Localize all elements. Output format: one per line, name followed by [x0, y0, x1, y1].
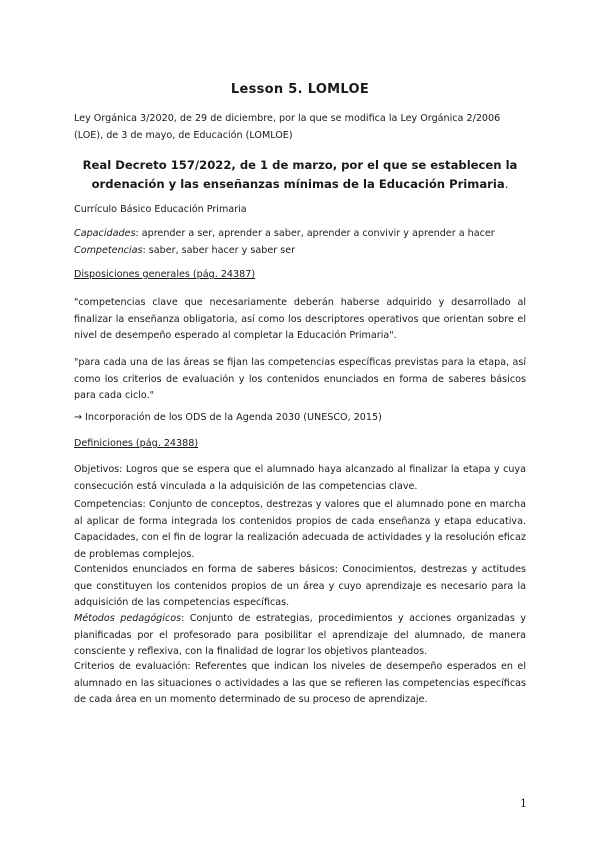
metodos-label: Métodos pedagógicos: [74, 613, 182, 624]
curriculum-line: Currículo Básico Educación Primaria: [74, 204, 247, 215]
page-title: Lesson 5. LOMLOE: [230, 82, 370, 97]
capacidades-label: Capacidades: [74, 228, 136, 239]
disposiciones-quote-2: "para cada una de las áreas se fijan las competencias específicas previstas para la etapa, así como los criterios de evaluación y los contenidos enunciados en forma de saberes básicos para cada ciclo.": [74, 357, 526, 401]
disposiciones-quote-1: "competencias clave que necesariamente deberán haberse adquirido y desarrollado al finalizar la enseñanza obligatoria, así como los descriptores operativos que orientan sobre el nivel de desempeño esperado al completar la Educación Primaria".: [74, 297, 526, 341]
definition-objetivos: Objetivos: Logros que se espera que el alumnado haya alcanzado al finalizar la etapa y cuya consecución está vinculada a la adquisición de las competencias clave.: [74, 464, 526, 492]
law-reference: Ley Orgánica 3/2020, de 29 de diciembre, por la que se modifica la Ley Orgánica 2/2006 (LOE), de 3 de mayo, de Educación (LOMLOE): [74, 113, 501, 141]
competencias-label: Competencias: [74, 245, 143, 256]
decree-heading: [74, 156, 526, 194]
page-number: 1: [520, 797, 527, 810]
definiciones-heading: Definiciones (pág. 24388): [74, 438, 199, 449]
definition-competencias: Competencias: Conjunto de conceptos, destrezas y valores que el alumnado pone en marcha al aplicar de forma integrada los contenidos propios de cada enseñanza y etapa educativa. Capacidades, con el fin de lograr la realización adecuada de actividades y la resolución eficaz de problemas complejos.: [74, 499, 526, 560]
capacidades-text: : aprender a ser, aprender a saber, aprender a convivir y aprender a hacer: [135, 228, 495, 239]
definition-contenidos: Contenidos enunciados en forma de saberes básicos: Conocimientos, destrezas y actitudes que constituyen los contenidos propios de un área y cuyo aprendizaje es necesario para la adquisición de las competencias específicas.: [74, 564, 526, 608]
disposiciones-heading: Disposiciones generales (pág. 24387): [74, 269, 256, 280]
capacidades-line: [74, 226, 526, 243]
decree-title: Real Decreto 157/2022, de 1 de marzo, por el que se establecen la ordenación y las enseñanzas mínimas de la Educación Primaria: [82, 158, 518, 191]
ods-line: → Incorporación de los ODS de la Agenda 2030 (UNESCO, 2015): [74, 412, 382, 423]
definition-metodos: [74, 611, 526, 661]
competencias-line: [74, 243, 526, 260]
definition-criterios: Criterios de evaluación: Referentes que indican los niveles de desempeño esperados en el alumnado en las situaciones o actividades a las que se refieren las competencias específicas de cada área en un momento determinado de su proceso de aprendizaje.: [74, 661, 526, 705]
metodos-text: : Conjunto de estrategias, procedimientos y acciones organizadas y planificadas por el profesorado para posibilitar el aprendizaje del alumnado, de manera consciente y reflexiva, con la finalidad de lograr los objetivos planteados.: [74, 613, 526, 657]
competencias-text: : saber, saber hacer y saber ser: [142, 245, 296, 256]
decree-tail: .: [504, 177, 509, 191]
